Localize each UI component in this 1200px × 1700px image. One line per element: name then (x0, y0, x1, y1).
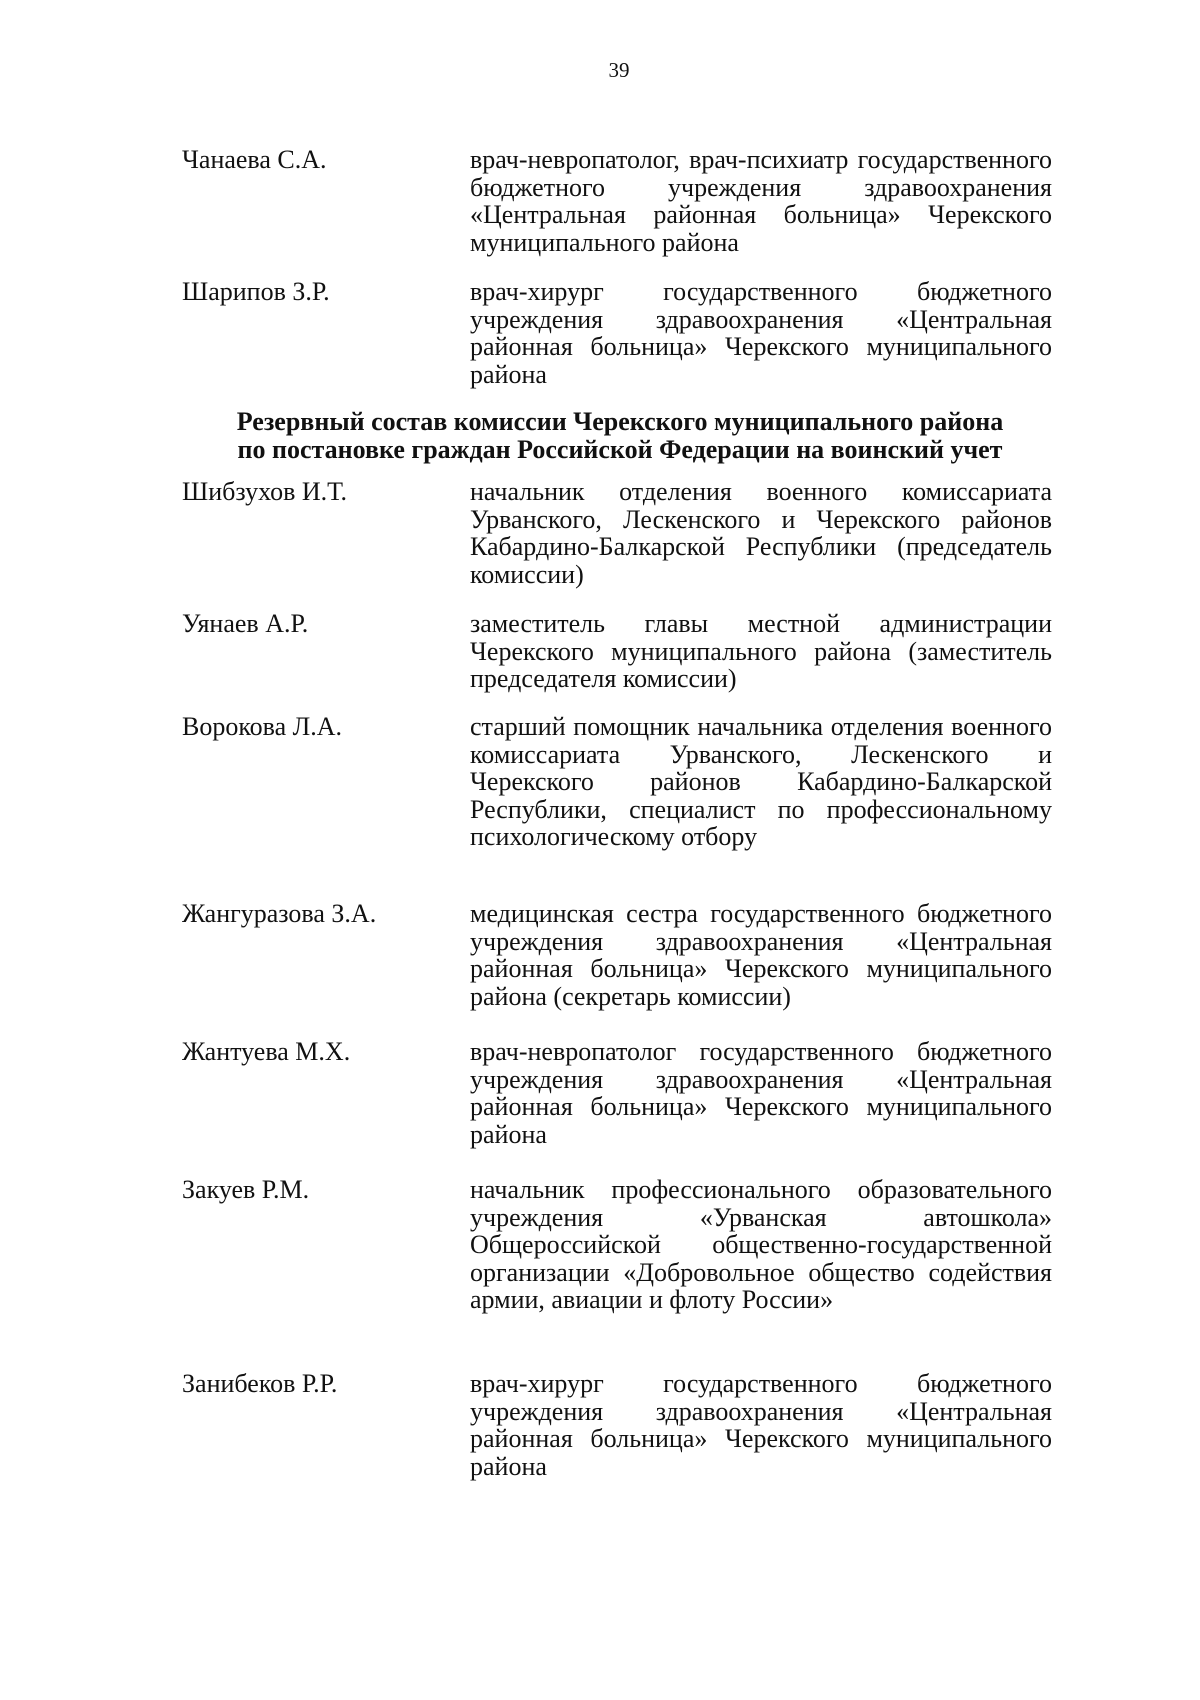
list-item (0, 1038, 1200, 1150)
member-name: Закуев Р.М. (182, 1175, 310, 1204)
list-item (0, 1176, 1200, 1344)
list-item (0, 1370, 1200, 1482)
member-position: старший помощник начальника отделения военного комиссариата Урванского, Лескенского и Черекского районов Кабардино-Балкарской Республики, специалист по профессиональному психологическому отбору (470, 712, 1052, 851)
list-item (0, 713, 1200, 881)
member-name: Ворокова Л.А. (182, 712, 343, 741)
section-heading (160, 408, 1080, 464)
member-name: Шарипов З.Р. (182, 277, 330, 306)
member-name: Занибеков Р.Р. (182, 1369, 338, 1398)
member-position: начальник профессионального образовательного учреждения «Урванская автошкола» Общероссийской общественно-государственной организации «Добровольное общество содействия армии, авиации и флоту России» (470, 1175, 1052, 1314)
section-heading-line: по постановке граждан Российской Федерации на воинский учет (237, 435, 1003, 464)
page-number: 39 (608, 58, 630, 82)
member-position: врач-хирург государственного бюджетного учреждения здравоохранения «Центральная районная больница» Черекского муниципального района (470, 277, 1052, 389)
list-item (0, 146, 1200, 258)
member-name: Уянаев А.Р. (182, 609, 309, 638)
member-position: врач-невропатолог, врач-психиатр государственного бюджетного учреждения здравоохранения «Центральная районная больница» Черекского муниципального района (470, 145, 1052, 257)
member-position: медицинская сестра государственного бюджетного учреждения здравоохранения «Центральная районная больница» Черекского муниципального района (секретарь комиссии) (470, 899, 1052, 1011)
member-position: врач-хирург государственного бюджетного учреждения здравоохранения «Центральная районная больница» Черекского муниципального района (470, 1369, 1052, 1481)
member-name: Шибзухов И.Т. (182, 477, 347, 506)
member-name: Жантуева М.Х. (182, 1037, 351, 1066)
member-name: Чанаева С.А. (182, 145, 327, 174)
section-heading-line: Резервный состав комиссии Черекского муниципального района (236, 407, 1004, 436)
list-item (0, 900, 1200, 1012)
member-position: заместитель главы местной администрации Черекского муниципального района (заместитель председателя комиссии) (470, 609, 1052, 693)
list-item (0, 610, 1200, 694)
member-position: врач-невропатолог государственного бюджетного учреждения здравоохранения «Центральная районная больница» Черекского муниципального района (470, 1037, 1052, 1149)
member-name: Жангуразова З.А. (182, 899, 377, 928)
list-item (0, 478, 1200, 590)
list-item (0, 278, 1200, 390)
member-position: начальник отделения военного комиссариата Урванского, Лескенского и Черекского районов Кабардино-Балкарской Республики (председатель комиссии) (470, 477, 1052, 589)
